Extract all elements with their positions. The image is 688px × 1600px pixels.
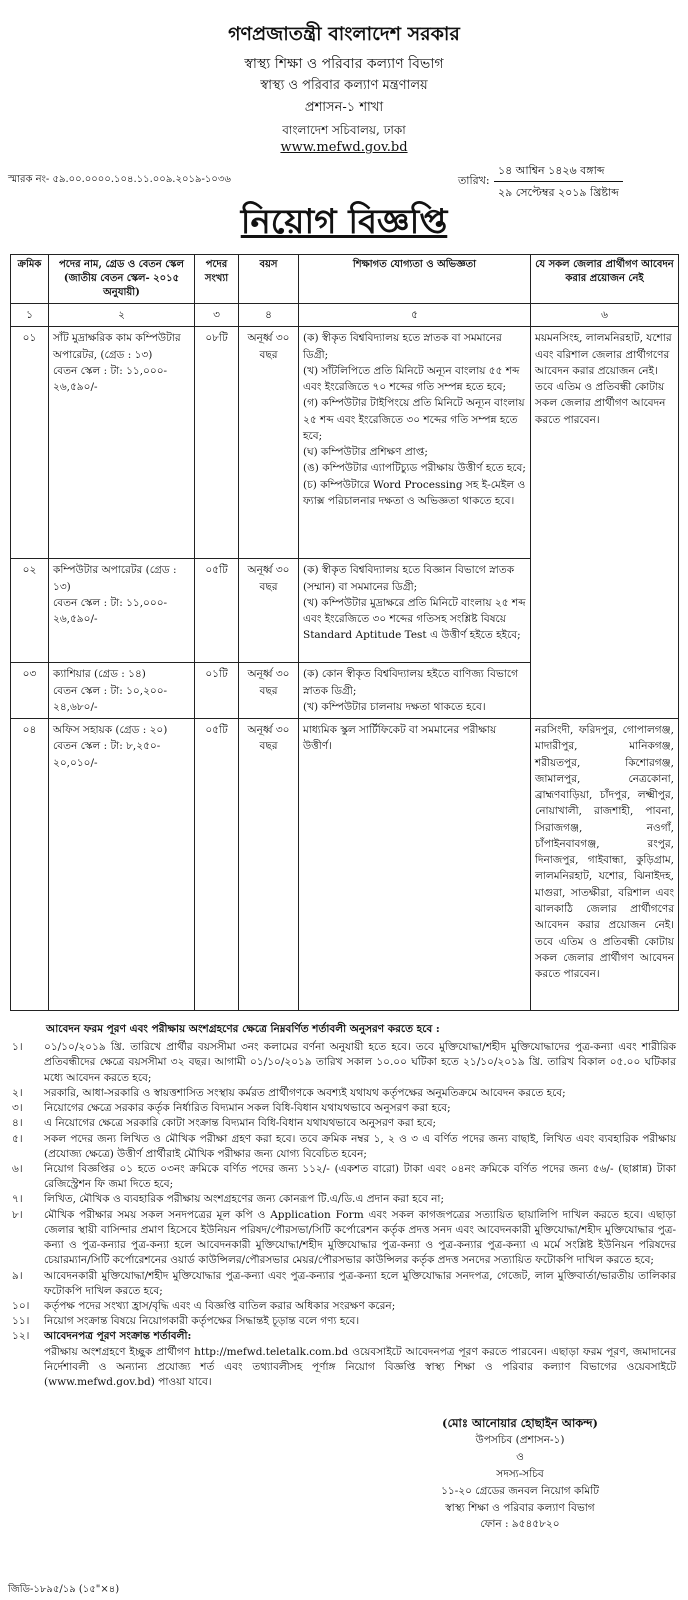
terms-text: এ নিয়োগের ক্ষেত্রে সরকারি কোটা সংক্রান্ত বিদ্যমান বিধি-বিধান যথাযথভাবে অনুসরণ করা হবে;	[44, 1117, 437, 1130]
row-serial: ০২	[11, 559, 49, 663]
row-post	[49, 559, 195, 663]
qualification-item: (ক) স্বীকৃত বিশ্ববিদ্যালয় হতে বিজ্ঞান বিভাগে স্নাতক (সম্মান) বা সমমানের ডিগ্রী;	[303, 564, 515, 593]
row-districts: ময়মনসিংহ, লালমনিরহাট, যশোর এবং বরিশাল জেলার প্রার্থীগণের আবেদন করার প্রয়োজন নেই। তবে এতিম ও প্রতিবন্ধী কোটায় সকল জেলার প্রার্থীগণ আবেদন করতে পারবেন।	[531, 327, 679, 719]
terms-text: ০১/১০/২০১৯ খ্রি. তারিখে প্রার্থীর বয়সসীমা ৩নং কলামের বর্ণনা অনুযায়ী হতে হবে। তবে মুক্তিযোদ্ধা/শহীদ মুক্তিযোদ্ধাদের পুত্র-কন্যা এবং শারীরিক প্রতিবন্ধীদের ক্ষেত্রে বয়সসীমা ৩২ বছর। আগামী ০১/১০/২০১৯ তারিখ সকাল ১০.০০ ঘটিকা হতে ২১/১০/২০১৯ খ্রি. তারিখ বিকাল ০৫.০০ ঘটিকার মধ্যে আবেদন করতে হবে;	[44, 1041, 676, 1084]
qualification-item: (খ) কম্পিউটার চালনায় দক্ষতা থাকতে হবে।	[303, 700, 486, 713]
memo-number: স্মারক নং- ৫৯.০০.০০০০.১০৪.১১.০০৯.২০১৯-১০৩৬	[8, 174, 231, 185]
date-label: তারিখ:	[458, 174, 490, 187]
row-count: ০৫টি	[195, 559, 239, 663]
row-qualification	[299, 559, 531, 663]
secretariat-name: বাংলাদেশ সচিবালয়, ঢাকা	[282, 123, 406, 137]
terms-text: সকল পদের জন্য লিখিত ও মৌখিক পরীক্ষা গ্রহণ করা হবে। তবে ক্রমিক নম্বর ১, ২ ও ৩ এ বর্ণিত পদের জন্য বাছাই, লিখিত এবং ব্যবহারিক পরীক্ষায় (প্রযোজ্য ক্ষেত্রে) উত্তীর্ণ প্রার্থীরাই মৌখিক পরীক্ষার জন্য যোগ্য বিবেচিত হবেন;	[44, 1132, 676, 1160]
pay-scale: বেতন স্কেল : টা: ৮,২৫০- ২০,০১০/-	[53, 740, 161, 769]
pay-scale: বেতন স্কেল : টা: ১১,০০০- ২৬,৫৯০/-	[53, 364, 168, 394]
terms-number: ৯।	[12, 1269, 23, 1282]
terms-number: ১১।	[12, 1315, 30, 1328]
pay-scale: বেতন স্কেল : টা: ১১,০০০- ২৬,৫৯০/-	[53, 596, 168, 626]
terms-item	[12, 1329, 676, 1344]
terms-item	[12, 1101, 676, 1116]
qualification-item: (ঙ) কম্পিউটার এ্যাপটিচ্যুড পরীক্ষায় উত্তীর্ণ হতে হবে;	[303, 462, 526, 475]
column-number: ৬	[531, 304, 679, 327]
terms-text: পরীক্ষায় অংশগ্রহণে ইচ্ছুক প্রার্থীগণ http://mefwd.teletalk.com.bd ওয়েবসাইটে আবেদনপত্র পূরণ করতে পারবেন। এছাড়া ফরম পূরণ, জমাদানের নির্দেশাবলী ও অন্যান্য প্রযোজ্য শর্ত এবং তথ্যাবলীসহ পূর্ণাঙ্গ নিয়োগ বিজ্ঞপ্তি স্বাস্থ্য শিক্ষা ও পরিবার কল্যাণ বিভাগের ওয়েবসাইটে (www.mefwd.gov.bd) পাওয়া যাবে।	[44, 1345, 676, 1389]
terms-text: সরকারি, আধা-সরকারি ও স্বায়ত্তশাসিত সংস্থায় কর্মরত প্রার্থীগণকে অবশ্যই যথাযথ কর্তৃপক্ষের অনুমতিক্রমে আবেদন করতে হবে;	[44, 1086, 566, 1099]
terms-number: ১০।	[12, 1299, 30, 1312]
row-age: অনূর্ধ্ব ৩০ বছর	[239, 663, 299, 719]
terms-item	[12, 1345, 676, 1391]
row-qualification	[299, 719, 531, 1011]
qualification-item: (খ) কম্পিউটার মুদ্রাক্ষরে প্রতি মিনিটে বাংলায় ২৫ শব্দ এবং ইংরেজিতে ৩০ শব্দের গতিসহ সংশ্লিষ্ট বিষয়ে Standard Aptitude Test এ উত্তীর্ণ হইতে হইবে;	[303, 596, 526, 642]
terms-number: ১।	[12, 1041, 23, 1054]
division-name: স্বাস্থ্য শিক্ষা ও পরিবার কল্যাণ বিভাগ	[244, 56, 444, 72]
column-number: ৪	[239, 304, 299, 327]
terms-section	[12, 1022, 676, 1390]
government-name: গণপ্রজাতন্ত্রী বাংলাদেশ সরকার	[228, 23, 460, 45]
row-serial: ০৪	[11, 719, 49, 1011]
row-qualification	[299, 327, 531, 559]
terms-number: ৪।	[12, 1117, 23, 1130]
date-bangla: ১৪ আশ্বিন ১৪২৬ বঙ্গাব্দ	[494, 162, 623, 182]
header-qualification: শিক্ষাগত যোগ্যতা ও অভিজ্ঞতা	[299, 255, 531, 304]
signatory-phone: ফোন : ৯৫৪৫৮২০	[480, 1518, 560, 1531]
terms-number: ২।	[12, 1086, 23, 1099]
terms-heading: আবেদন ফরম পূরণ এবং পরীক্ষায় অংশগ্রহণের ক্ষেত্রে নিম্নবর্ণিত শর্তাবলী অনুসরণ করতে হবে :	[46, 1023, 440, 1035]
qualification-item: (গ) কম্পিউটার টাইপিংয়ে প্রতি মিনিটে অন্যূন বাংলায় ২৫ শব্দ এবং ইংরেজিতে ৩০ শব্দের গতি সম্পন্ন হতে হবে;	[303, 397, 525, 442]
terms-number: ৮।	[12, 1208, 23, 1221]
header-age: বয়স	[239, 255, 299, 304]
terms-text: নিয়োগ সংক্রান্ত বিষয়ে নিয়োগকারী কর্তৃপক্ষের সিদ্ধান্তই চূড়ান্ত বলে গণ্য হবে।	[44, 1315, 360, 1328]
terms-text: আবেদনপত্র পূরণ সংক্রান্ত শর্তাবলী:	[44, 1330, 192, 1343]
terms-text: আবেদনকারী মুক্তিযোদ্ধা/শহীদ মুক্তিযোদ্ধার পুত্র-কন্যা এবং পুত্র-কন্যার পুত্র-কন্যা হলে মুক্তিযোদ্ধার সনদপত্র, গেজেট, লাল মুক্তিবার্তা/ভারতীয় তালিকার ফটোকপি দাখিল করতে হবে;	[44, 1269, 676, 1297]
terms-text: কর্তৃপক্ষ পদের সংখ্যা হ্রাস/বৃদ্ধি এবং এ বিজ্ঞপ্তি বাতিল করার অধিকার সংরক্ষণ করেন;	[44, 1299, 396, 1312]
row-post	[49, 663, 195, 719]
post-title: অফিস সহায়ক (গ্রেড : ২০)	[53, 724, 168, 737]
row-qualification	[299, 663, 531, 719]
signatory-division: স্বাস্থ্য শিক্ষা ও পরিবার কল্যাণ বিভাগ	[445, 1501, 595, 1514]
column-number: ১	[11, 304, 49, 327]
post-title: ক্যাশিয়ার (গ্রেড : ১৪)	[53, 668, 146, 681]
terms-item	[12, 1162, 676, 1192]
signatory-committee: ১১-২০ গ্রেডের জনবল নিয়োগ কমিটি	[441, 1484, 599, 1497]
signature-block	[360, 1414, 680, 1533]
row-serial: ০১	[11, 327, 49, 559]
table-header-row	[11, 255, 679, 304]
pay-scale: বেতন স্কেল : টা: ১০,২০০- ২৪,৬৮০/-	[53, 684, 168, 713]
terms-number: ৩।	[12, 1102, 23, 1115]
signatory-title: উপসচিব (প্রশাসন-১)	[475, 1434, 565, 1447]
row-age: অনূর্ধ্ব ৩০ বছর	[239, 327, 299, 559]
header-count: পদের সংখ্যা	[195, 255, 239, 304]
qualification-item: (খ) সাঁটলিপিতে প্রতি মিনিটে অন্যূন বাংলায় ৫৫ শব্দ এবং ইংরেজিতে ৭০ শব্দের গতি সম্পন্ন হতে হবে;	[303, 364, 520, 394]
column-number: ৩	[195, 304, 239, 327]
table-row	[11, 719, 679, 1011]
header-districts: যে সকল জেলার প্রার্থীগণ আবেদন করার প্রয়োজন নেই	[531, 255, 679, 304]
qualification-item: মাধ্যমিক স্কুল সার্টিফিকেট বা সমমানের পরীক্ষায় উত্তীর্ণ।	[303, 724, 497, 753]
ministry-name: স্বাস্থ্য ও পরিবার কল্যাণ মন্ত্রণালয়	[260, 78, 428, 93]
signatory-name: (মোঃ আনোয়ার হোছাইন আকন্দ)	[442, 1416, 598, 1430]
vacancy-table	[10, 254, 679, 1011]
column-number: ৫	[299, 304, 531, 327]
table-row	[11, 327, 679, 559]
qualification-item: (ক) কোন স্বীকৃত বিশ্ববিদ্যালয় হইতে বাণিজ্য বিভাগে স্নাতক ডিগ্রী;	[303, 668, 518, 697]
row-post	[49, 719, 195, 1011]
post-title: কম্পিউটার অপারেটর (গ্রেড : ১৩)	[53, 564, 177, 593]
terms-item	[12, 1192, 676, 1207]
terms-number: ৫।	[12, 1132, 23, 1145]
column-number-row	[11, 304, 679, 327]
terms-item	[12, 1116, 676, 1131]
terms-item	[12, 1208, 676, 1269]
signatory-role: সদস্য-সচিব	[496, 1467, 544, 1480]
terms-text: নিয়োগের ক্ষেত্রে সরকার কর্তৃক নির্ধারিত বিদ্যমান সকল বিধি-বিধান যথাযথভাবে অনুসরণ করা হবে;	[44, 1102, 451, 1115]
header-post: পদের নাম, গ্রেড ও বেতন স্কেল (জাতীয় বেতন স্কেল- ২০১৫ অনুযায়ী)	[49, 255, 195, 304]
terms-item	[12, 1040, 676, 1086]
terms-item	[12, 1314, 676, 1329]
row-serial: ০৩	[11, 663, 49, 719]
row-districts: নরসিংদী, ফরিদপুর, গোপালগঞ্জ, মাদারীপুর, মানিকগঞ্জ, শরীয়তপুর, কিশোরগঞ্জ, জামালপুর, নেত্রকোনা, ব্রাহ্মণবাড়িয়া, চাঁদপুর, লক্ষ্মীপুর, নোয়াখালী, রাজশাহী, পাবনা, সিরাজগঞ্জ, নওগাঁ, চাঁপাইনবাবগঞ্জ, রংপুর, দিনাজপুর, গাইবান্ধা, কুড়িগ্রাম, লালমনিরহাট, যশোর, ঝিনাইদহ, মাগুরা, সাতক্ষীরা, বরিশাল এবং ঝালকাঠি জেলার প্রার্থীগণের আবেদন করার প্রয়োজন নেই। তবে এতিম ও প্রতিবন্ধী কোটায় সকল জেলার প্রার্থীগণ আবেদন করতে পারবেন।	[531, 719, 679, 1011]
column-number: ২	[49, 304, 195, 327]
terms-number: ৬।	[12, 1162, 23, 1175]
row-post	[49, 327, 195, 559]
row-count: ০৫টি	[195, 719, 239, 1011]
page-title: নিয়োগ বিজ্ঞপ্তি	[240, 202, 448, 242]
terms-number: ১২।	[12, 1330, 30, 1343]
row-age: অনূর্ধ্ব ৩০ বছর	[239, 559, 299, 663]
terms-number	[12, 1345, 44, 1391]
header-serial: ক্রমিক	[11, 255, 49, 304]
terms-item	[12, 1299, 676, 1314]
signatory-and: ও	[516, 1451, 524, 1464]
post-title: সাঁট মুদ্রাক্ষরিক কাম কম্পিউটার অপারেটর, (গ্রেড : ১৩)	[53, 332, 181, 361]
terms-number: ৭।	[12, 1193, 23, 1206]
terms-text: মৌখিক পরীক্ষার সময় সকল সনদপত্রের মূল কপি ও Application Form এবং সকল কাগজপত্রের সত্যায়িত ছায়ালিপি দাখিল করতে হবে। এছাড়া জেলার স্থায়ী বাসিন্দার প্রমাণ হিসেবে ইউনিয়ন পরিষদ/পৌরসভা/সিটি কর্পোরেশন কর্তৃক প্রদত্ত সনদ এবং আবেদনকারী মুক্তিযোদ্ধা/শহীদ মুক্তিযোদ্ধার পুত্র-কন্যা ও পুত্র-কন্যার পুত্র-কন্যা হলে আবেদনকারী মুক্তিযোদ্ধা/শহীদ মুক্তিযোদ্ধার পুত্র-কন্যা ও পুত্র-কন্যার পুত্র-কন্যা এ মর্মে সংশ্লিষ্ট ইউনিয়ন পরিষদের চেয়ারম্যান/সিটি কর্পোরেশনের ওয়ার্ড কাউন্সিলর/পৌরসভার মেয়র/পৌরসভার কাউন্সিলর কর্তৃক প্রদত্ত সনদের সত্যায়িত ফটোকপি দাখিল করতে হবে;	[44, 1208, 676, 1267]
qualification-item: (চ) কম্পিউটারে Word Processing সহ ই-মেইল ও ফ্যাক্স পরিচালনার দক্ষতা ও অভিজ্ঞতা থাকতে হবে।	[303, 478, 526, 507]
date-english: ২৯ সেপ্টেম্বর ২০১৯ খ্রিষ্টাব্দ	[498, 186, 619, 199]
terms-text: নিয়োগ বিজ্ঞপ্তির ০১ হতে ০৩নং ক্রমিকে বর্ণিত পদের জন্য ১১২/- (একশত বারো) টাকা এবং ০৪নং ক্রমিকে বর্ণিত পদের জন্য ৫৬/- (ছাপ্পান্ন) টাকা রেজিস্ট্রেশন ফি জমা দিতে হবে;	[44, 1162, 676, 1191]
row-count: ০৮টি	[195, 327, 239, 559]
qualification-item: (ঘ) কম্পিউটার প্রশিক্ষণ প্রাপ্ত;	[303, 446, 428, 459]
website-link[interactable]: www.mefwd.gov.bd	[280, 140, 408, 155]
qualification-item: (ক) স্বীকৃত বিশ্ববিদ্যালয় হতে স্নাতক বা সমমানের ডিগ্রী;	[303, 332, 502, 361]
row-age: অনূর্ধ্ব ৩০ বছর	[239, 719, 299, 1011]
row-count: ০১টি	[195, 663, 239, 719]
terms-item	[12, 1269, 676, 1299]
print-code: জিডি-১৮৯৫/১৯ (১৫"×৪)	[8, 1584, 120, 1595]
branch-name: প্রশাসন-১ শাখা	[304, 100, 384, 115]
terms-item	[12, 1132, 676, 1162]
terms-text: লিখিত, মৌখিক ও ব্যবহারিক পরীক্ষায় অংশগ্রহণের জন্য কোনরূপ টি.এ/ডি.এ প্রদান করা হবে না;	[44, 1193, 444, 1206]
terms-item	[12, 1086, 676, 1101]
